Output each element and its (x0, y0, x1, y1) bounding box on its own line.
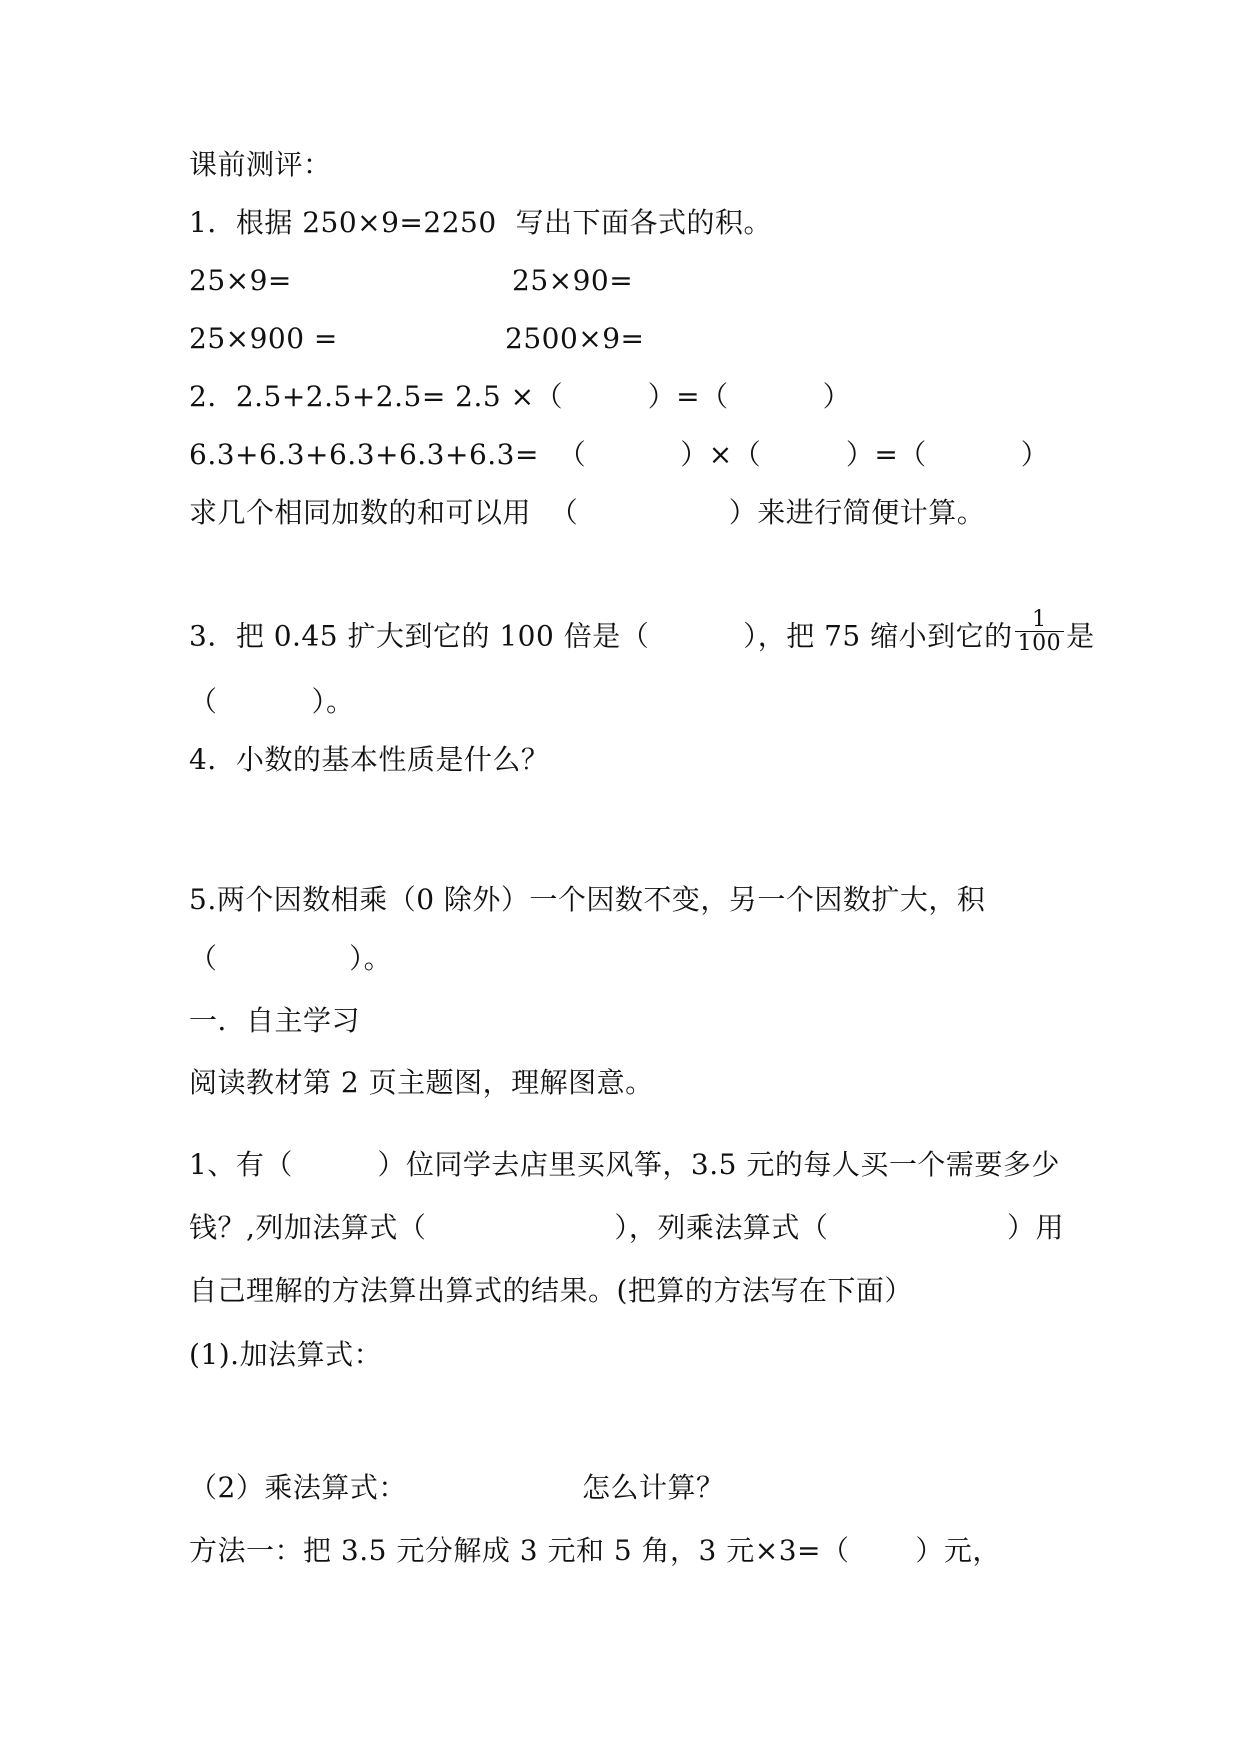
how-to-calculate-label: 怎么计算？ (582, 1471, 725, 1504)
question-1-d: 2500×9= (505, 322, 645, 355)
question-1-a: 25×9= (189, 264, 292, 297)
question-3-suffix: 是 (1066, 619, 1095, 653)
fraction-numerator: 1 (1032, 607, 1047, 632)
method-1-line: 方法一：把 3.5 元分解成 3 元和 5 角，3 元×3=（ ）元， (189, 1534, 1001, 1567)
item-1-line-3: 自己理解的方法算出算式的结果。(把算的方法写在下面） (189, 1274, 913, 1307)
question-1-prompt: 1．根据 250×9=2250 写出下面各式的积。 (189, 206, 772, 239)
question-3-line-2: （ ）。 (189, 685, 355, 718)
question-5-line-2: （ ）。 (189, 942, 393, 975)
question-2-line-1: 2．2.5+2.5+2.5= 2.5 ×（ ）=（ ） (189, 380, 852, 413)
item-1-line-2: 钱？,列加法算式（ ），列乘法算式（ ）用 (189, 1211, 1065, 1244)
question-2-line-2: 6.3+6.3+6.3+6.3+6.3= （ ）×（ ）=（ ） (189, 438, 1050, 471)
fraction-one-hundredth (1015, 609, 1065, 655)
question-5-line-1: 5.两个因数相乘（0 除外）一个因数不变，另一个因数扩大，积 (189, 883, 986, 916)
question-1-b: 25×90= (512, 264, 634, 297)
section-1-intro: 阅读教材第 2 页主题图，理解图意。 (189, 1066, 654, 1099)
question-2-line-3: 求几个相同加数的和可以用 （ ）来进行简便计算。 (189, 496, 986, 529)
fraction-denominator: 100 (1015, 631, 1065, 655)
question-4: 4．小数的基本性质是什么？ (189, 743, 550, 776)
question-3-text: 3．把 0.45 扩大到它的 100 倍是（ ），把 75 缩小到它的 (189, 619, 1013, 653)
question-3-line-1 (189, 607, 1095, 661)
section-1-title: 一．自主学习 (189, 1004, 361, 1037)
multiplication-formula-label: （2）乘法算式： (189, 1471, 407, 1504)
addition-formula-label: (1).加法算式： (189, 1338, 383, 1371)
question-1-c: 25×900 = (189, 322, 338, 355)
pre-assessment-title: 课前测评： (189, 148, 332, 181)
item-1-line-1: 1、有（ ）位同学去店里买风筝，3.5 元的每人买一个需要多少 (189, 1148, 1060, 1181)
